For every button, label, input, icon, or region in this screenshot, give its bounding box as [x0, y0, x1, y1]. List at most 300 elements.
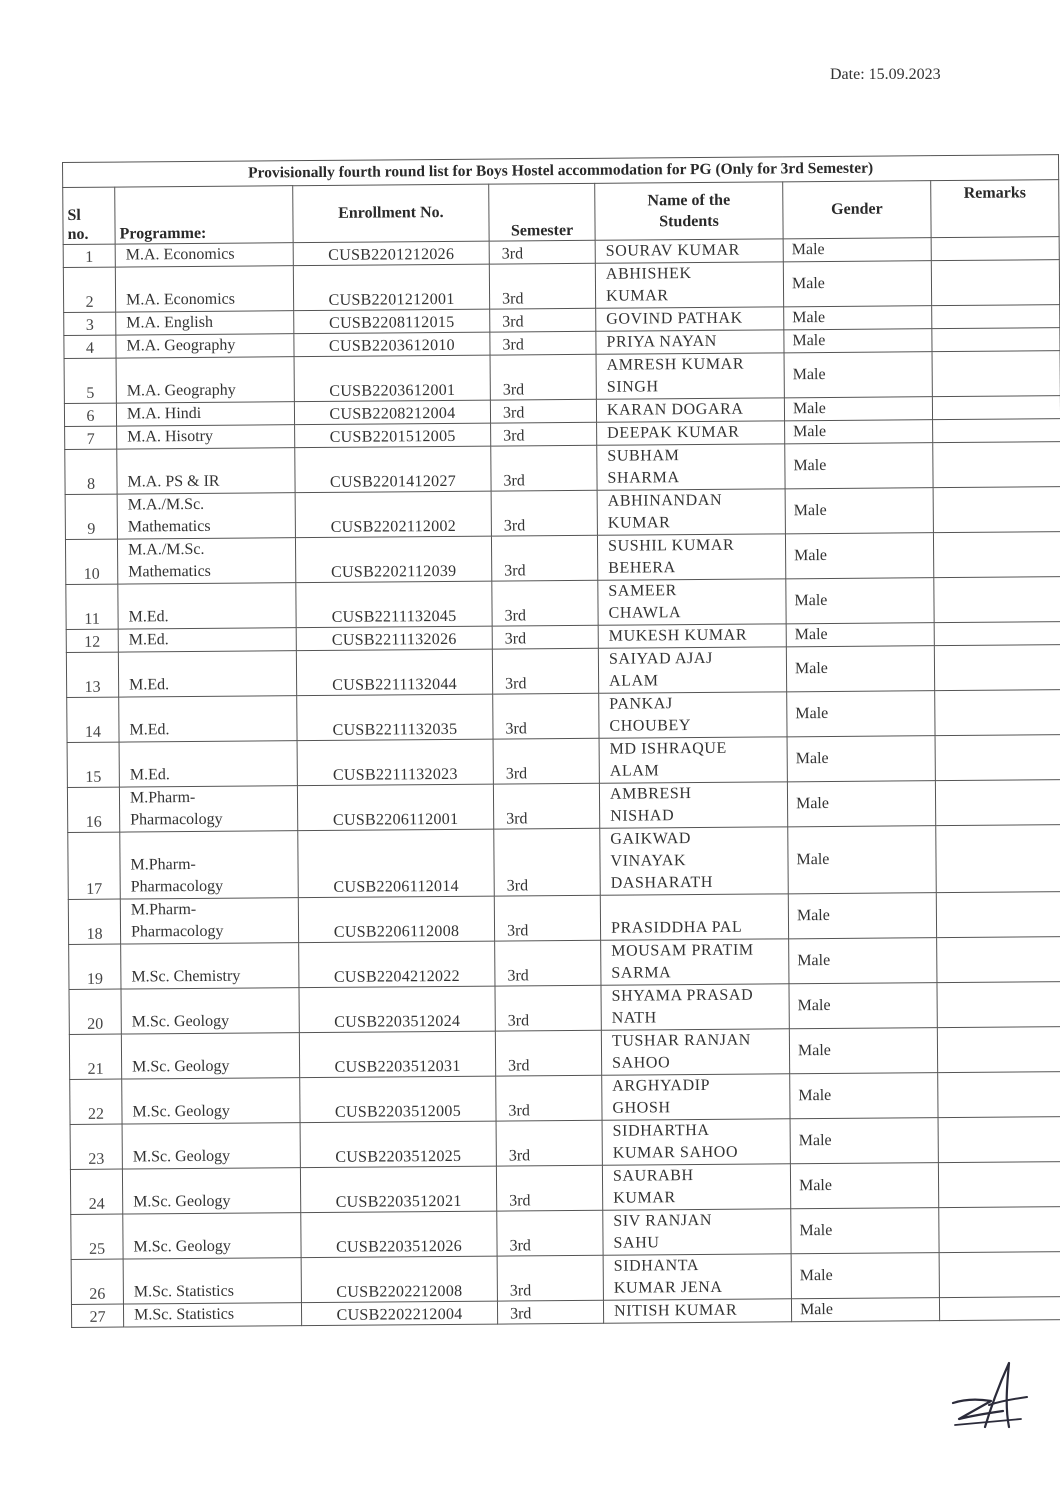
- cell-gender: Male: [784, 397, 932, 421]
- cell-sl-no: 23: [70, 1124, 122, 1169]
- cell-gender: Male: [789, 938, 937, 984]
- cell-gender: Male: [787, 691, 935, 737]
- cell-remarks: [936, 825, 1060, 893]
- cell-student-name: [596, 398, 784, 422]
- cell-enrollment: CUSB2211132045: [296, 581, 492, 628]
- cell-student-name: [603, 1209, 791, 1255]
- cell-sl-no: 15: [67, 742, 119, 787]
- cell-sl-no: 4: [64, 335, 116, 358]
- cell-remarks: [932, 396, 1060, 420]
- cell-remarks: [933, 532, 1060, 578]
- student-name-line: KUMAR: [613, 1189, 676, 1207]
- cell-enrollment: CUSB2203512024: [299, 986, 495, 1033]
- student-name-line: SAURABH: [612, 1167, 694, 1185]
- student-name-line: SAHU: [613, 1234, 660, 1252]
- column-header-enrollment: Enrollment No.: [293, 184, 489, 243]
- cell-student-name: [597, 534, 785, 580]
- cell-student-name: [598, 647, 786, 693]
- student-name-line: CHAWLA: [608, 604, 682, 622]
- cell-programme: [116, 311, 294, 335]
- cell-sl-no: 6: [64, 403, 116, 426]
- programme-line: M.A./M.Sc.: [127, 495, 205, 514]
- cell-enrollment: CUSB2203612010: [294, 332, 490, 357]
- programme-line: M.Ed.: [129, 766, 170, 784]
- cell-gender: Male: [788, 826, 937, 894]
- cell-student-name: [601, 984, 789, 1030]
- cell-enrollment: CUSB2206112008: [298, 896, 494, 943]
- cell-sl-no: 13: [66, 652, 118, 697]
- cell-programme: [116, 334, 294, 358]
- cell-semester: 3rd: [494, 828, 601, 896]
- cell-programme: [118, 628, 296, 652]
- programme-line: M.A. Hisotry: [127, 427, 214, 446]
- student-name-line: SHARMA: [607, 469, 680, 487]
- cell-programme: [121, 988, 299, 1034]
- cell-sl-no: 7: [65, 426, 117, 449]
- cell-student-name: [602, 1164, 790, 1210]
- cell-student-name: [601, 1029, 789, 1075]
- cell-enrollment: CUSB2208212004: [294, 400, 490, 425]
- cell-programme: [118, 651, 296, 697]
- student-name-line: KUMAR: [606, 287, 669, 305]
- cell-remarks: [939, 1297, 1060, 1321]
- table-row: [71, 1207, 1060, 1260]
- cell-semester: 3rd: [495, 940, 601, 986]
- table-row: [69, 982, 1060, 1035]
- cell-sl-no: 27: [71, 1304, 123, 1327]
- cell-sl-no: 14: [67, 697, 119, 742]
- cell-sl-no: 24: [70, 1169, 122, 1214]
- cell-programme: [119, 741, 297, 787]
- student-name-line: MUKESH KUMAR: [608, 626, 748, 645]
- student-name-line: NATH: [611, 1009, 657, 1027]
- cell-sl-no: 2: [63, 267, 115, 312]
- programme-line: M.Pharm-: [130, 855, 196, 874]
- programme-line: Pharmacology: [130, 810, 223, 829]
- student-name-line: SAIYAD AJAJ: [608, 649, 713, 668]
- cell-semester: 3rd: [491, 490, 597, 536]
- cell-student-name: [600, 894, 788, 940]
- column-header-semester: Semester: [489, 183, 595, 241]
- cell-enrollment: CUSB2206112014: [298, 829, 495, 898]
- cell-enrollment: CUSB2201412027: [295, 446, 491, 493]
- cell-student-name: [600, 827, 789, 895]
- cell-semester: 3rd: [496, 1120, 602, 1166]
- cell-semester: 3rd: [495, 1030, 601, 1076]
- table-header-row: [63, 180, 1059, 245]
- student-name-line: SOURAV KUMAR: [605, 241, 740, 260]
- cell-gender: Male: [790, 1118, 938, 1164]
- cell-programme: [118, 583, 296, 629]
- cell-gender: Male: [787, 736, 935, 782]
- cell-sl-no: 3: [64, 312, 116, 335]
- student-name-line: AMBRESH: [609, 785, 692, 803]
- cell-programme: [120, 831, 299, 899]
- student-name-line: NISHAD: [610, 807, 675, 825]
- cell-semester: 3rd: [491, 422, 597, 446]
- cell-semester: 3rd: [492, 648, 598, 694]
- cell-enrollment: CUSB2203512026: [301, 1211, 497, 1258]
- programme-line: M.A. Economics: [125, 245, 235, 264]
- cell-gender: Male: [786, 646, 934, 692]
- cell-semester: 3rd: [490, 399, 596, 423]
- column-header-gender: Gender: [783, 181, 931, 239]
- table-row: [65, 532, 1060, 585]
- student-name-line: ALAM: [609, 672, 659, 690]
- table-row: [68, 825, 1060, 900]
- cell-remarks: [932, 351, 1060, 397]
- cell-semester: 3rd: [490, 331, 596, 355]
- cell-gender: Male: [784, 329, 932, 353]
- programme-line: Pharmacology: [130, 877, 224, 896]
- cell-sl-no: 19: [69, 944, 121, 989]
- cell-gender: Male: [788, 893, 936, 939]
- cell-enrollment: CUSB2211132044: [296, 649, 492, 696]
- programme-line: M.Pharm-: [130, 900, 197, 919]
- cell-programme: [115, 266, 293, 312]
- student-name-line: SUSHIL KUMAR: [607, 536, 735, 555]
- cell-enrollment: CUSB2202112039: [295, 536, 491, 583]
- cell-remarks: [934, 622, 1060, 646]
- student-name-line: DASHARATH: [610, 873, 714, 892]
- cell-student-name: [603, 1254, 791, 1300]
- cell-sl-no: 1: [63, 244, 115, 267]
- student-name-line: SUBHAM: [607, 447, 680, 465]
- student-name-line: KUMAR JENA: [613, 1278, 723, 1297]
- student-name-line: SIV RANJAN: [613, 1211, 713, 1230]
- cell-student-name: [596, 307, 784, 331]
- student-name-line: ABHISHEK: [605, 265, 692, 283]
- cell-programme: [121, 943, 299, 989]
- cell-remarks: [939, 1207, 1060, 1253]
- table-row: [69, 937, 1060, 990]
- student-name-line: NITISH KUMAR: [613, 1301, 738, 1320]
- student-name-line: SAHOO: [612, 1054, 671, 1072]
- programme-line: M.Sc. Geology: [133, 1192, 231, 1211]
- cell-gender: Male: [785, 420, 933, 444]
- programme-line: M.Sc. Geology: [132, 1057, 230, 1076]
- cell-programme: [119, 786, 297, 832]
- cell-student-name: [599, 737, 787, 783]
- student-name-line: MD ISHRAQUE: [609, 739, 727, 758]
- cell-programme: [116, 402, 294, 426]
- student-name-line: SIDHANTA: [613, 1257, 700, 1275]
- table-body: [63, 237, 1060, 1328]
- table-row: [69, 1027, 1060, 1080]
- cell-gender: Male: [790, 1163, 938, 1209]
- cell-enrollment: CUSB2203512005: [300, 1076, 496, 1123]
- student-name-line: AMRESH KUMAR: [606, 355, 745, 374]
- cell-student-name: [595, 262, 783, 308]
- hostel-list-sheet: [62, 154, 1060, 1328]
- cell-remarks: [931, 237, 1059, 261]
- student-name-line: PRASIDDHA PAL: [610, 918, 743, 937]
- cell-enrollment: CUSB2201212026: [293, 241, 489, 266]
- table-row: [64, 351, 1060, 404]
- document-date: Date: 15.09.2023: [830, 66, 941, 83]
- table-row: [70, 1117, 1060, 1170]
- table-row: [66, 577, 1060, 630]
- table-row: [71, 1252, 1060, 1305]
- cell-semester: 3rd: [492, 625, 598, 649]
- cell-semester: 3rd: [492, 580, 598, 626]
- cell-semester: 3rd: [496, 1165, 602, 1211]
- cell-semester: 3rd: [493, 783, 599, 829]
- programme-line: M.A. Economics: [126, 290, 236, 309]
- cell-semester: 3rd: [494, 895, 600, 941]
- cell-enrollment: CUSB2203512031: [299, 1031, 495, 1078]
- student-name-line: PRIYA NAYAN: [606, 332, 717, 351]
- table-row: [67, 780, 1060, 833]
- column-header-name-line1: Name of the: [647, 191, 731, 210]
- student-name-line: KARAN DOGARA: [606, 400, 744, 419]
- table-row: [63, 260, 1059, 313]
- cell-programme: [117, 425, 295, 449]
- cell-gender: Male: [785, 443, 933, 489]
- cell-enrollment: CUSB2203512025: [300, 1121, 496, 1168]
- cell-sl-no: 16: [67, 787, 119, 832]
- column-header-sl-line1: Sl: [67, 206, 81, 224]
- programme-line: M.Sc. Statistics: [133, 1282, 234, 1301]
- programme-line: M.Ed.: [128, 631, 169, 649]
- cell-sl-no: 10: [65, 539, 117, 584]
- programme-line: M.A. Geography: [126, 336, 236, 355]
- cell-semester: 3rd: [490, 354, 596, 400]
- programme-line: M.Ed.: [129, 721, 170, 739]
- cell-remarks: [935, 690, 1060, 736]
- cell-enrollment: CUSB2206112001: [297, 784, 493, 831]
- cell-semester: 3rd: [497, 1210, 603, 1256]
- student-name-line: VINAYAK: [610, 852, 687, 870]
- cell-gender: Male: [789, 983, 937, 1029]
- programme-line: Pharmacology: [130, 922, 224, 941]
- programme-line: M.Ed.: [128, 608, 169, 626]
- cell-semester: 3rd: [491, 445, 597, 491]
- cell-remarks: [933, 442, 1060, 488]
- student-name-line: SAMEER: [608, 582, 677, 600]
- student-name-line: SINGH: [606, 378, 659, 396]
- student-name-line: ARGHYADIP: [612, 1076, 711, 1095]
- cell-semester: 3rd: [497, 1255, 603, 1301]
- student-name-line: SIDHARTHA: [612, 1121, 710, 1140]
- student-name-line: GAIKWAD: [610, 830, 692, 848]
- cell-gender: Male: [789, 1028, 937, 1074]
- cell-semester: 3rd: [495, 985, 601, 1031]
- cell-sl-no: 18: [68, 899, 120, 944]
- cell-sl-no: 9: [65, 494, 117, 539]
- cell-enrollment: CUSB2204212022: [299, 941, 495, 988]
- table-row: [70, 1162, 1060, 1215]
- cell-sl-no: 25: [71, 1214, 123, 1259]
- cell-student-name: [595, 239, 783, 263]
- cell-enrollment: CUSB2202112002: [295, 491, 491, 538]
- cell-programme: [123, 1258, 301, 1304]
- cell-sl-no: 12: [66, 629, 118, 652]
- cell-semester: 3rd: [491, 535, 597, 581]
- cell-programme: [122, 1078, 300, 1124]
- cell-student-name: [603, 1299, 791, 1323]
- cell-programme: [121, 1033, 299, 1079]
- column-header-sl-no: [63, 187, 115, 244]
- cell-remarks: [932, 305, 1060, 329]
- student-name-line: MOUSAM PRATIM: [611, 941, 754, 960]
- cell-remarks: [937, 1027, 1060, 1073]
- cell-sl-no: 8: [65, 449, 117, 494]
- cell-gender: Male: [791, 1253, 939, 1299]
- table-title: Provisionally fourth round list for Boys Hostel accommodation for PG (Only for 3rd Semester): [63, 155, 1059, 188]
- student-name-line: ABHINANDAN: [607, 491, 723, 510]
- cell-student-name: [601, 939, 789, 985]
- cell-enrollment: CUSB2201212001: [293, 264, 489, 311]
- programme-line: M.Sc. Geology: [133, 1237, 231, 1256]
- programme-line: Mathematics: [127, 517, 211, 536]
- cell-remarks: [934, 645, 1060, 691]
- table-row: [67, 690, 1060, 743]
- cell-remarks: [936, 892, 1060, 938]
- cell-enrollment: CUSB2202212004: [301, 1301, 497, 1326]
- cell-student-name: [599, 692, 787, 738]
- cell-gender: Male: [785, 533, 933, 579]
- cell-semester: 3rd: [496, 1075, 602, 1121]
- cell-remarks: [931, 260, 1059, 306]
- cell-remarks: [934, 577, 1060, 623]
- table-row: [70, 1072, 1060, 1125]
- cell-programme: [123, 1213, 301, 1259]
- cell-gender: Male: [783, 238, 931, 262]
- cell-gender: Male: [783, 261, 931, 307]
- cell-student-name: [598, 624, 786, 648]
- table-row: [67, 735, 1060, 788]
- cell-student-name: [597, 444, 785, 490]
- cell-programme: [122, 1168, 300, 1214]
- cell-sl-no: 5: [64, 358, 116, 403]
- cell-enrollment: CUSB2208112015: [294, 309, 490, 334]
- student-name-line: PANKAJ: [609, 695, 673, 713]
- cell-remarks: [933, 419, 1060, 443]
- cell-programme: [120, 898, 298, 944]
- cell-enrollment: CUSB2203612001: [294, 355, 490, 402]
- table-row: [66, 645, 1060, 698]
- cell-programme: [122, 1123, 300, 1169]
- cell-student-name: [599, 782, 787, 828]
- cell-programme: [115, 243, 293, 267]
- cell-programme: [119, 696, 297, 742]
- programme-line: M.Sc. Chemistry: [131, 967, 241, 986]
- column-header-name-line2: Students: [659, 212, 719, 231]
- cell-gender: Male: [791, 1298, 939, 1322]
- cell-semester: 3rd: [493, 738, 599, 784]
- cell-enrollment: CUSB2211132026: [296, 626, 492, 651]
- column-header-student-name: [595, 182, 783, 240]
- programme-line: M.Sc. Geology: [132, 1102, 230, 1121]
- programme-line: M.A. Geography: [126, 381, 236, 400]
- student-name-line: GHOSH: [612, 1099, 671, 1117]
- cell-sl-no: 11: [66, 584, 118, 629]
- student-name-line: GOVIND PATHAK: [606, 309, 743, 328]
- cell-programme: [117, 448, 295, 494]
- cell-gender: Male: [784, 306, 932, 330]
- cell-student-name: [597, 421, 785, 445]
- student-name-line: BEHERA: [608, 559, 676, 577]
- cell-gender: Male: [787, 781, 935, 827]
- cell-gender: Male: [785, 488, 933, 534]
- cell-sl-no: 17: [68, 832, 121, 899]
- student-name-line: SARMA: [611, 964, 672, 982]
- student-name-line: SHYAMA PRASAD: [611, 986, 754, 1005]
- student-name-line: KUMAR: [607, 514, 671, 532]
- programme-line: M.Sc. Geology: [131, 1012, 230, 1031]
- student-name-line: DEEPAK KUMAR: [607, 423, 740, 442]
- cell-gender: Male: [784, 352, 932, 398]
- cell-enrollment: CUSB2202212008: [301, 1256, 497, 1303]
- cell-remarks: [935, 780, 1060, 826]
- cell-gender: Male: [786, 623, 934, 647]
- cell-semester: 3rd: [489, 263, 595, 309]
- cell-remarks: [937, 982, 1060, 1028]
- cell-semester: 3rd: [497, 1300, 603, 1324]
- student-name-line: TUSHAR RANJAN: [611, 1031, 751, 1050]
- programme-line: M.Ed.: [129, 676, 170, 694]
- column-header-programme: Programme:: [115, 186, 293, 244]
- table-row: [65, 442, 1060, 495]
- cell-student-name: [602, 1119, 790, 1165]
- cell-sl-no: 21: [69, 1034, 121, 1079]
- cell-remarks: [932, 328, 1060, 352]
- programme-line: M.A./M.Sc.: [127, 540, 205, 559]
- cell-sl-no: 22: [70, 1079, 122, 1124]
- table-row: [65, 487, 1060, 540]
- programme-line: M.Pharm-: [129, 788, 196, 807]
- table-row: [68, 892, 1060, 945]
- hostel-allocation-table: [62, 154, 1060, 1328]
- cell-student-name: [597, 489, 785, 535]
- programme-line: M.Sc. Statistics: [133, 1305, 235, 1324]
- cell-remarks: [938, 1117, 1060, 1163]
- cell-student-name: [598, 579, 786, 625]
- cell-sl-no: 26: [71, 1259, 123, 1304]
- cell-semester: 3rd: [489, 240, 595, 264]
- cell-student-name: [602, 1074, 790, 1120]
- cell-enrollment: CUSB2203512021: [300, 1166, 496, 1213]
- programme-line: M.A. Hindi: [126, 404, 202, 423]
- cell-remarks: [939, 1252, 1060, 1298]
- programme-line: M.A. English: [126, 313, 214, 332]
- cell-programme: [117, 538, 295, 584]
- programme-line: Mathematics: [128, 562, 211, 581]
- cell-programme: [123, 1303, 301, 1327]
- student-name-line: ALAM: [609, 762, 660, 780]
- cell-semester: 3rd: [490, 308, 596, 332]
- cell-programme: [117, 493, 295, 539]
- cell-gender: Male: [786, 578, 934, 624]
- student-name-line: KUMAR SAHOO: [612, 1143, 739, 1162]
- programme-line: M.Sc. Geology: [132, 1147, 231, 1166]
- cell-gender: Male: [791, 1208, 939, 1254]
- cell-enrollment: CUSB2201512005: [295, 423, 491, 448]
- cell-enrollment: CUSB2211132023: [297, 739, 493, 786]
- cell-remarks: [938, 1162, 1060, 1208]
- student-name-line: CHOUBEY: [609, 717, 692, 735]
- cell-sl-no: 20: [69, 989, 121, 1034]
- programme-line: M.A. PS & IR: [127, 472, 220, 491]
- cell-remarks: [933, 487, 1060, 533]
- cell-remarks: [937, 937, 1060, 983]
- cell-gender: Male: [790, 1073, 938, 1119]
- cell-enrollment: CUSB2211132035: [297, 694, 493, 741]
- handwritten-signature-icon: [945, 1355, 1030, 1435]
- cell-remarks: [938, 1072, 1060, 1118]
- cell-student-name: [596, 353, 784, 399]
